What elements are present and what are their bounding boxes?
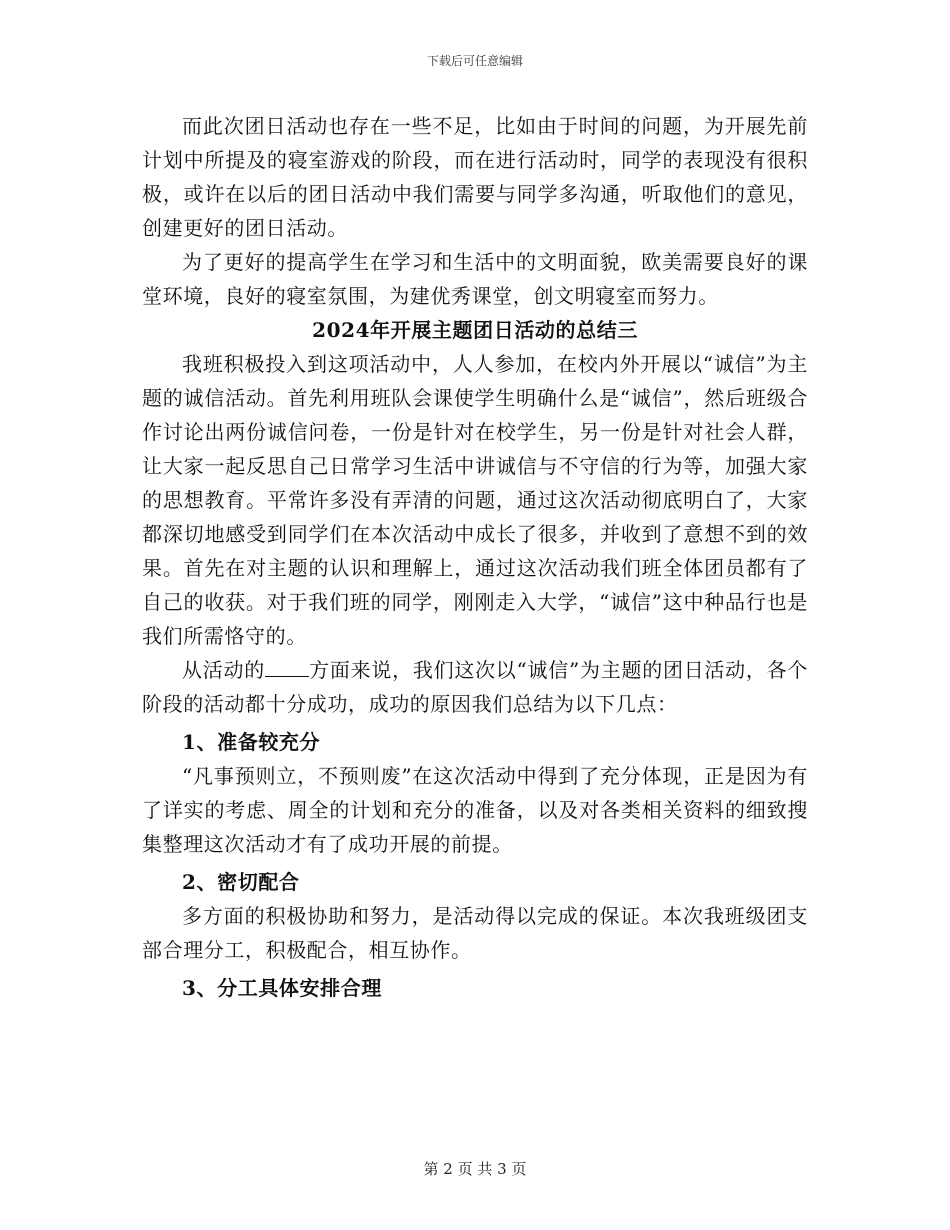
blank-line — [265, 658, 309, 677]
paragraph-integrity-activity: 我班积极投入到这项活动中，人人参加，在校内外开展以“诚信”为主题的诚信活动。首先利用班队会课使学生明确什么是“诚信”，然后班级合作讨论出两份诚信问卷，一份是针对在校学生，另一份是针对社会人群，让大家一起反思自己日常学习生活中讲诚信与不守信的行为等，加强大家的思想教育。平常许多没有弄清的问题，通过这次活动彻底明白了，大家都深切地感受到同学们在本次活动中成长了很多，并收到了意想不到的效果。首先在对主题的认识和理解上，通过这次活动我们班全体团员都有了自己的收获。对于我们班的同学，刚刚走入大学，“诚信”这中种品行也是我们所需恪守的。 — [142, 352, 808, 648]
document-body — [142, 109, 808, 1005]
section-title: 2024年开展主题团日活动的总结三 — [312, 318, 638, 342]
subheading-preparation: 1、准备较充分 — [182, 730, 321, 754]
paragraph-improvement: 为了更好的提高学生在学习和生活中的文明面貌，欧美需要良好的课堂环境，良好的寝室氛围，为建优秀课堂，创文明寝室而努力。 — [142, 250, 808, 308]
subheading-cooperation: 2、密切配合 — [182, 870, 300, 894]
paragraph-activity-aspect — [142, 653, 808, 721]
subheading-division-of-labor: 3、分工具体安排合理 — [182, 976, 382, 1000]
paragraph-cooperation: 多方面的积极协助和努力，是活动得以完成的保证。本次我班级团支部合理分工，积极配合，相互协作。 — [142, 904, 808, 962]
paragraph-activity-aspect-start: 从活动的 — [182, 658, 265, 682]
page-footer: 第 2 页 共 3 页 — [423, 1160, 527, 1178]
page-header: 下载后可任意编辑 — [426, 54, 523, 68]
paragraph-shortcomings: 而此次团日活动也存在一些不足，比如由于时间的问题，为开展先前计划中所提及的寝室游戏的阶段，而在进行活动时，同学的表现没有很积极，或许在以后的团日活动中我们需要与同学多沟通，听取他们的意见，创建更好的团日活动。 — [142, 114, 808, 240]
paragraph-preparation: “凡事预则立，不预则废”在这次活动中得到了充分体现，正是因为有了详实的考虑、周全的计划和充分的准备，以及对各类相关资料的细致搜集整理这次活动才有了成功开展的前提。 — [142, 764, 808, 856]
paragraph-activity-aspect-end: 方面来说，我们这次以“诚信”为主题的团日活动，各个阶段的活动都十分成功，成功的原因我们总结为以下几点： — [142, 658, 809, 716]
